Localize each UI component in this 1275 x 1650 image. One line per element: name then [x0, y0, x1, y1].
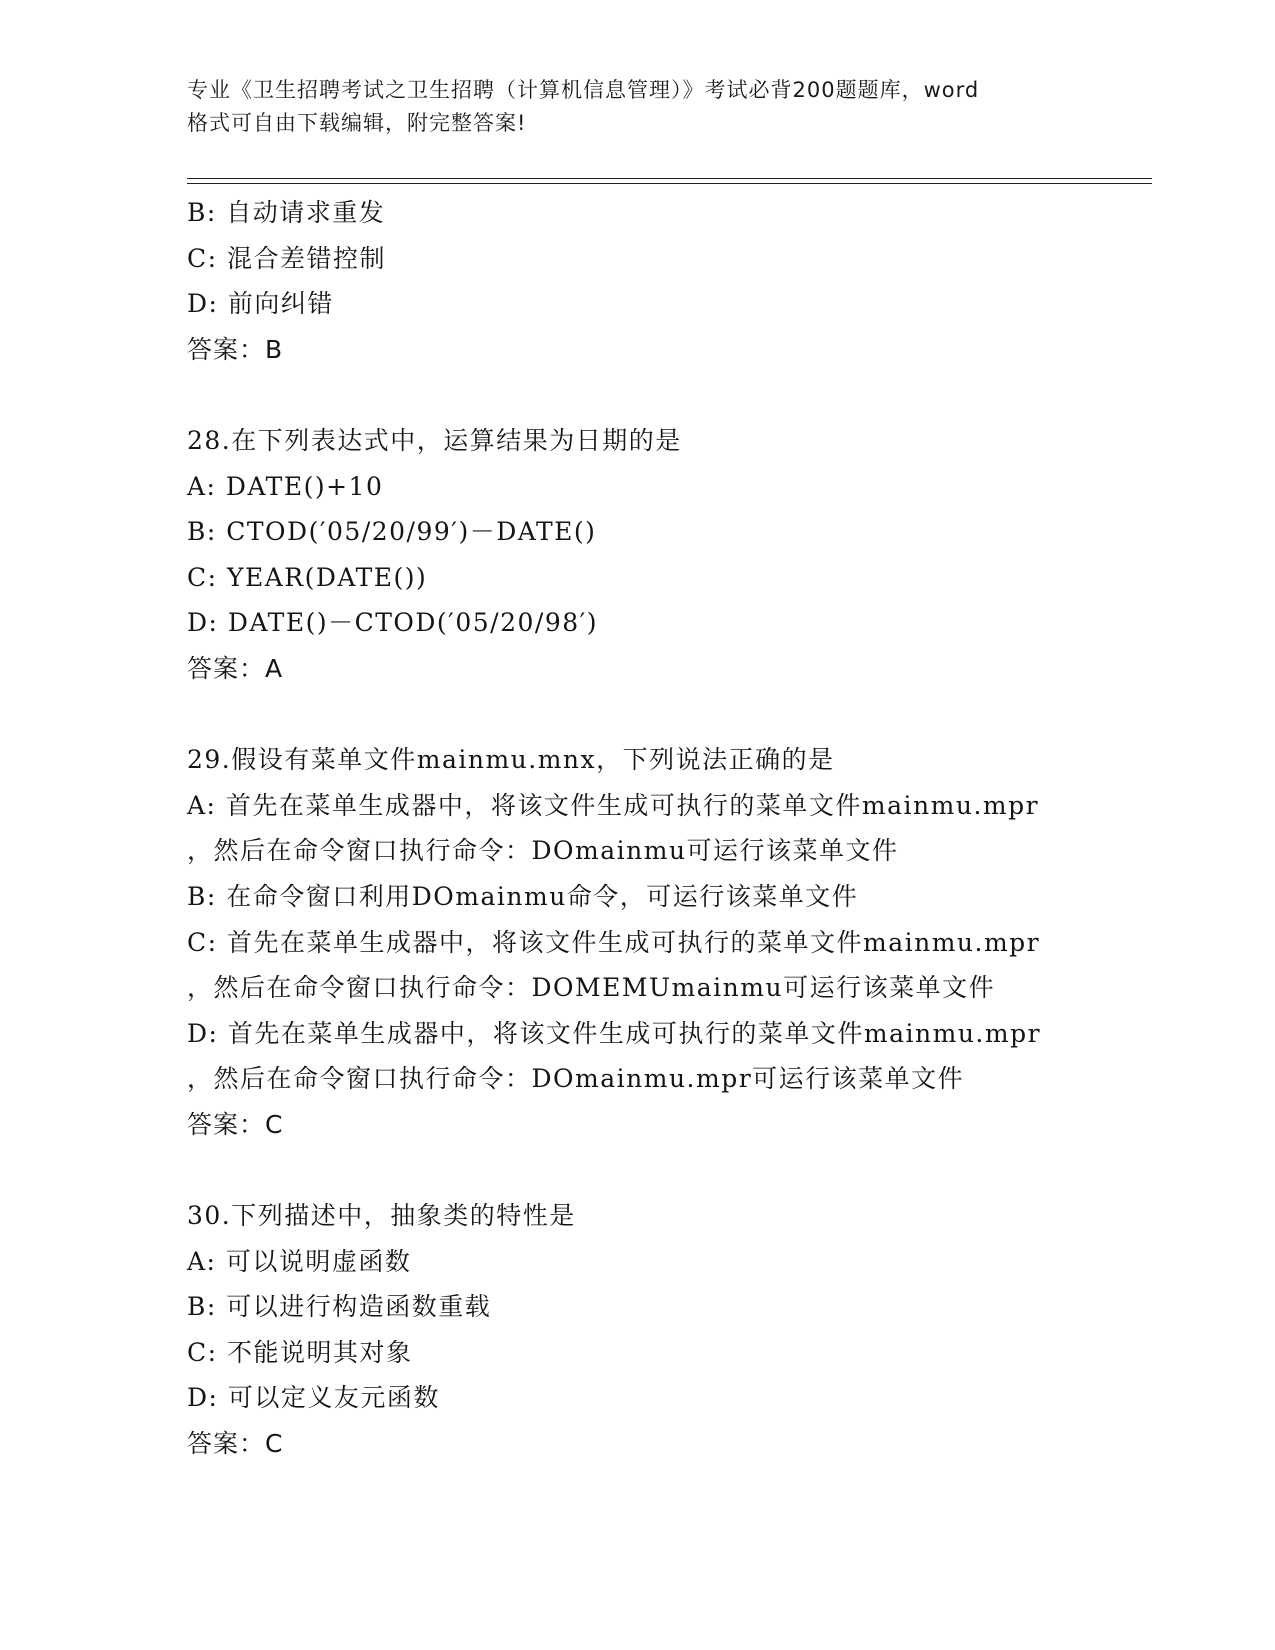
q30-option-b: B: 可以进行构造函数重载	[187, 1292, 492, 1322]
header-line-1: 专业《卫生招聘考试之卫生招聘（计算机信息管理）》考试必背200题题库，word	[187, 78, 980, 102]
q28-stem: 28.在下列表达式中，运算结果为日期的是	[187, 425, 682, 455]
q30-option-c: C: 不能说明其对象	[187, 1337, 413, 1367]
question-30	[187, 1193, 1147, 1467]
q30-option-a: A: 可以说明虚函数	[187, 1246, 412, 1276]
q29-stem: 29.假设有菜单文件mainmu.mnx，下列说法正确的是	[187, 745, 835, 775]
q28-option-b: B: CTOD(′05/20/99′)－DATE()	[187, 517, 597, 547]
q28-option-c: C: YEAR(DATE())	[187, 562, 428, 592]
q30-stem: 30.下列描述中，抽象类的特性是	[187, 1201, 576, 1231]
q27-option-b: B: 自动请求重发	[187, 198, 386, 227]
q29-option-a-line-2: ，然后在命令窗口执行命令：DOmainmu可运行该菜单文件	[187, 836, 899, 866]
q29-option-b: B: 在命令窗口利用DOmainmu命令，可运行该菜单文件	[187, 881, 859, 911]
q29-option-d-line-2: ，然后在命令窗口执行命令：DOmainmu.mpr可运行该菜单文件	[187, 1064, 965, 1094]
spacer	[187, 372, 1147, 418]
header-divider-bottom	[187, 183, 1152, 184]
q27-option-d: D: 前向纠错	[187, 289, 334, 319]
question-list	[187, 190, 1147, 1467]
q27-option-c: C: 混合差错控制	[187, 243, 386, 273]
q30-option-d: D: 可以定义友元函数	[187, 1383, 440, 1413]
document-header	[187, 74, 1087, 140]
spacer	[187, 692, 1147, 738]
q28-answer: 答案：A	[187, 653, 284, 683]
question-28	[187, 418, 1147, 692]
q29-option-a-line-1: A: 首先在菜单生成器中，将该文件生成可执行的菜单文件mainmu.mpr	[187, 790, 1040, 820]
q29-option-c-line-2: ，然后在命令窗口执行命令：DOMEMUmainmu可运行该菜单文件	[187, 973, 996, 1003]
spacer	[187, 1147, 1147, 1193]
q28-option-a: A: DATE()+10	[187, 471, 384, 501]
question-27	[187, 190, 1147, 372]
header-line-2: 格式可自由下载编辑，附完整答案!	[187, 111, 527, 135]
q29-option-c-line-1: C: 首先在菜单生成器中，将该文件生成可执行的菜单文件mainmu.mpr	[187, 927, 1041, 957]
q28-option-d: D: DATE()－CTOD(′05/20/98′)	[187, 608, 599, 638]
question-29	[187, 737, 1147, 1147]
q27-answer: 答案：B	[187, 334, 284, 364]
q29-option-d-line-1: D: 首先在菜单生成器中，将该文件生成可执行的菜单文件mainmu.mpr	[187, 1018, 1042, 1048]
q29-answer: 答案：C	[187, 1109, 284, 1139]
header-divider-top	[187, 178, 1152, 179]
q30-answer: 答案：C	[187, 1429, 284, 1459]
